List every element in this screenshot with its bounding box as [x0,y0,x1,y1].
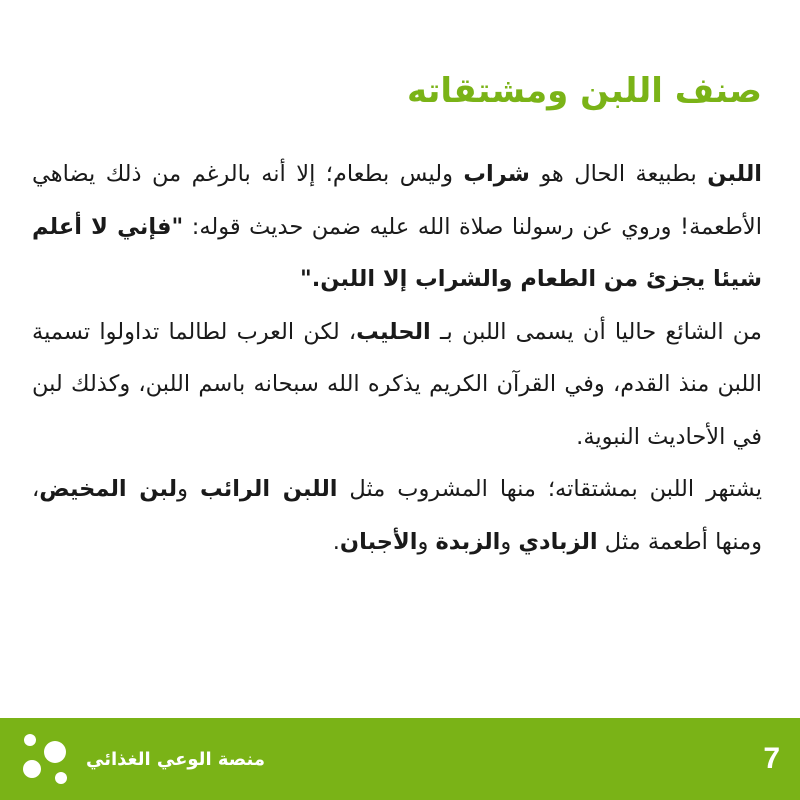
text-run: من الشائع حاليا أن يسمى اللبن بـ [430,318,762,345]
brand-logo-icon [20,731,76,787]
text-run: اللبن الرائب [199,476,338,502]
text-run: و [417,528,436,555]
text-run: ، لكن العرب لطالما تداولوا تسمية اللبن منذ القدم، وفي القرآن الكريم يذكره الله سبحانه باسم اللبن، وكذلك لبن في الأحاديث النبوية. [32,318,762,450]
brand [20,718,265,800]
text-run: الأجبان [339,528,418,555]
paragraph [32,148,762,306]
text-run: و [177,476,200,502]
text-run: الزبادي [518,528,598,555]
hadith-quote: "فإني لا أعلم شيئا يجزئ من الطعام والشراب إلا اللبن." [32,213,762,292]
article-body [32,148,762,568]
text-run: وليس بطعام؛ إلا أنه بالرغم من ذلك يضاهي الأطعمة! وروي عن رسولنا صلاة الله عليه ضمن حديث قوله: [32,161,762,240]
footer-bar [0,718,800,800]
text-run: اللبن [707,161,762,187]
text-run: الزبدة [435,528,501,555]
text-run: ، ومنها أطعمة مثل [32,476,762,555]
paragraph [32,463,762,568]
paragraph [32,306,762,464]
text-run: و [500,528,519,555]
text-run: لبن المخيض [39,476,178,502]
page-title: صنف اللبن ومشتقاته [407,71,762,111]
text-run: الحليب [356,318,431,345]
text-run: شراب [463,161,530,187]
text-run: بطبيعة الحال هو [529,161,708,187]
text-run: . [332,528,340,555]
page-number: 7 [763,742,780,775]
text-run: يشتهر اللبن بمشتقاته؛ منها المشروب مثل [337,476,762,502]
brand-name: منصة الوعي الغذائي [86,748,266,770]
